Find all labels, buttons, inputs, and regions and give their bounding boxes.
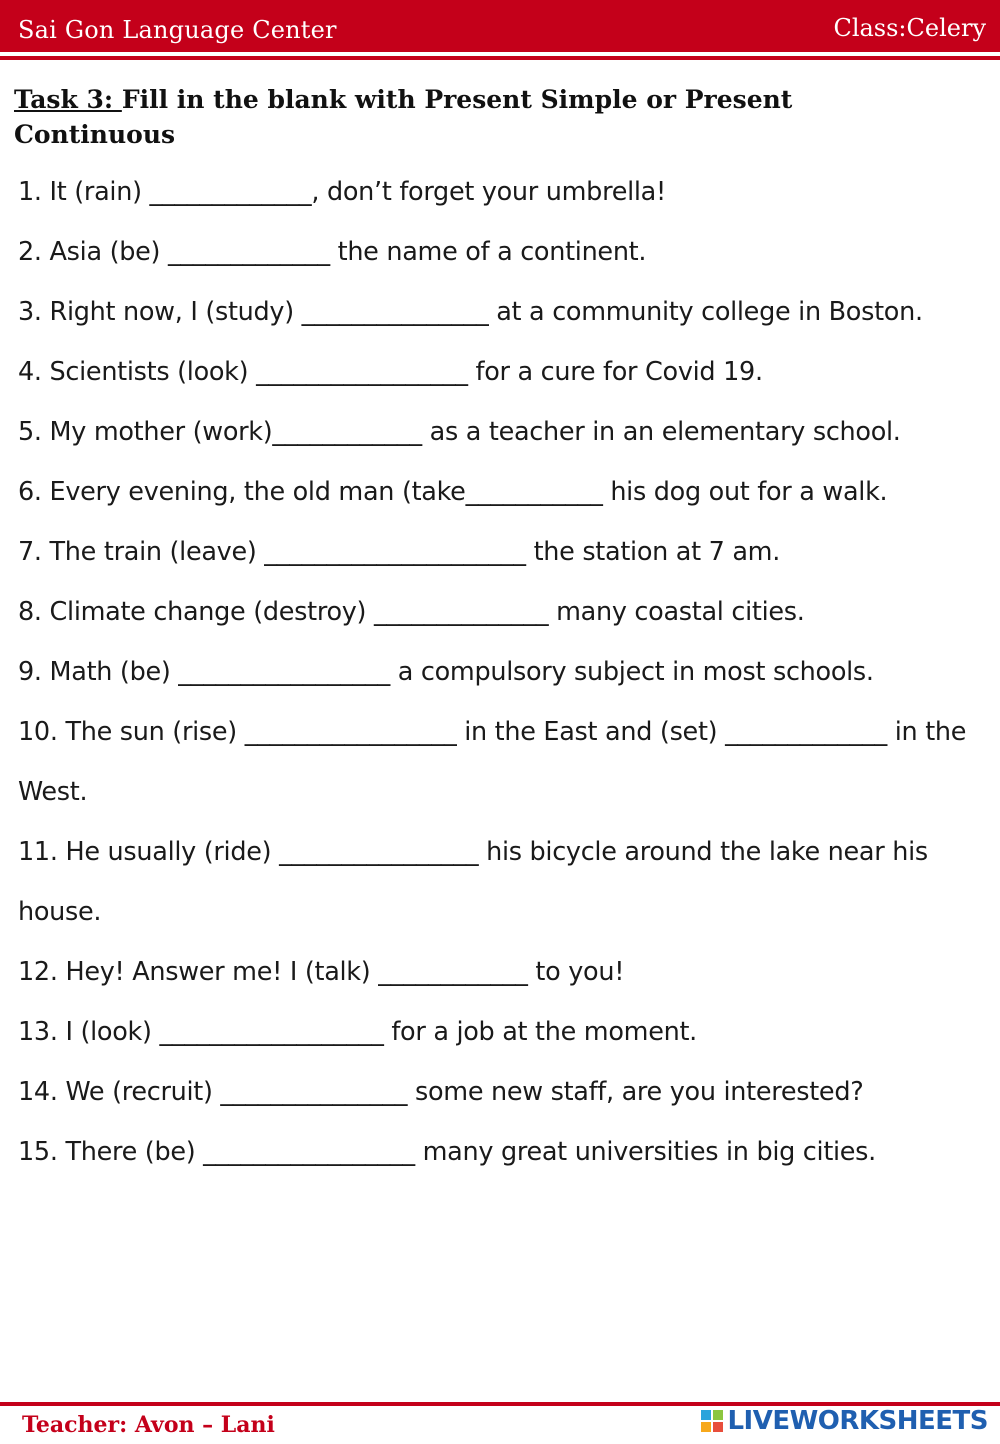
question-8: 8. Climate change (destroy) ______________ many coastal cities. bbox=[18, 597, 805, 627]
question-14: 14. We (recruit) _______________ some new staff, are you interested? bbox=[18, 1077, 864, 1107]
question-13: 13. I (look) __________________ for a job at the moment. bbox=[18, 1017, 697, 1047]
question-11: 11. He usually (ride) ________________ his bicycle around the lake near his house. bbox=[18, 837, 928, 927]
question-4: 4. Scientists (look) _________________ for a cure for Covid 19. bbox=[18, 357, 763, 387]
header-bar bbox=[0, 0, 1000, 52]
question-10: 10. The sun (rise) _________________ in the East and (set) _____________ in the West. bbox=[18, 717, 967, 807]
question-1: 1. It (rain) _____________, don’t forget your umbrella! bbox=[18, 177, 666, 207]
task-instruction: Fill in the blank with Present Simple or Present Continuous bbox=[14, 85, 793, 149]
liveworksheets-logo-icon bbox=[701, 1410, 723, 1432]
question-list bbox=[18, 162, 993, 1182]
question-12: 12. Hey! Answer me! I (talk) ____________ to you! bbox=[18, 957, 625, 987]
question-2: 2. Asia (be) _____________ the name of a continent. bbox=[18, 237, 647, 267]
class-name: Class:Celery bbox=[833, 14, 986, 42]
teacher-name: Teacher: Avon – Lani bbox=[22, 1412, 275, 1438]
question-9: 9. Math (be) _________________ a compulsory subject in most schools. bbox=[18, 657, 874, 687]
header-divider bbox=[0, 56, 1000, 60]
task-label: Task 3: bbox=[14, 85, 122, 114]
liveworksheets-brand[interactable] bbox=[701, 1404, 988, 1438]
question-7: 7. The train (leave) _____________________ the station at 7 am. bbox=[18, 537, 781, 567]
task-title bbox=[14, 82, 914, 152]
question-15: 15. There (be) _________________ many great universities in big cities. bbox=[18, 1137, 876, 1167]
question-5: 5. My mother (work)____________ as a teacher in an elementary school. bbox=[18, 417, 901, 447]
brand-text: LIVEWORKSHEETS bbox=[727, 1406, 988, 1436]
center-name: Sai Gon Language Center bbox=[18, 16, 337, 44]
question-6: 6. Every evening, the old man (take___________ his dog out for a walk. bbox=[18, 477, 888, 507]
question-3: 3. Right now, I (study) _______________ at a community college in Boston. bbox=[18, 297, 923, 327]
